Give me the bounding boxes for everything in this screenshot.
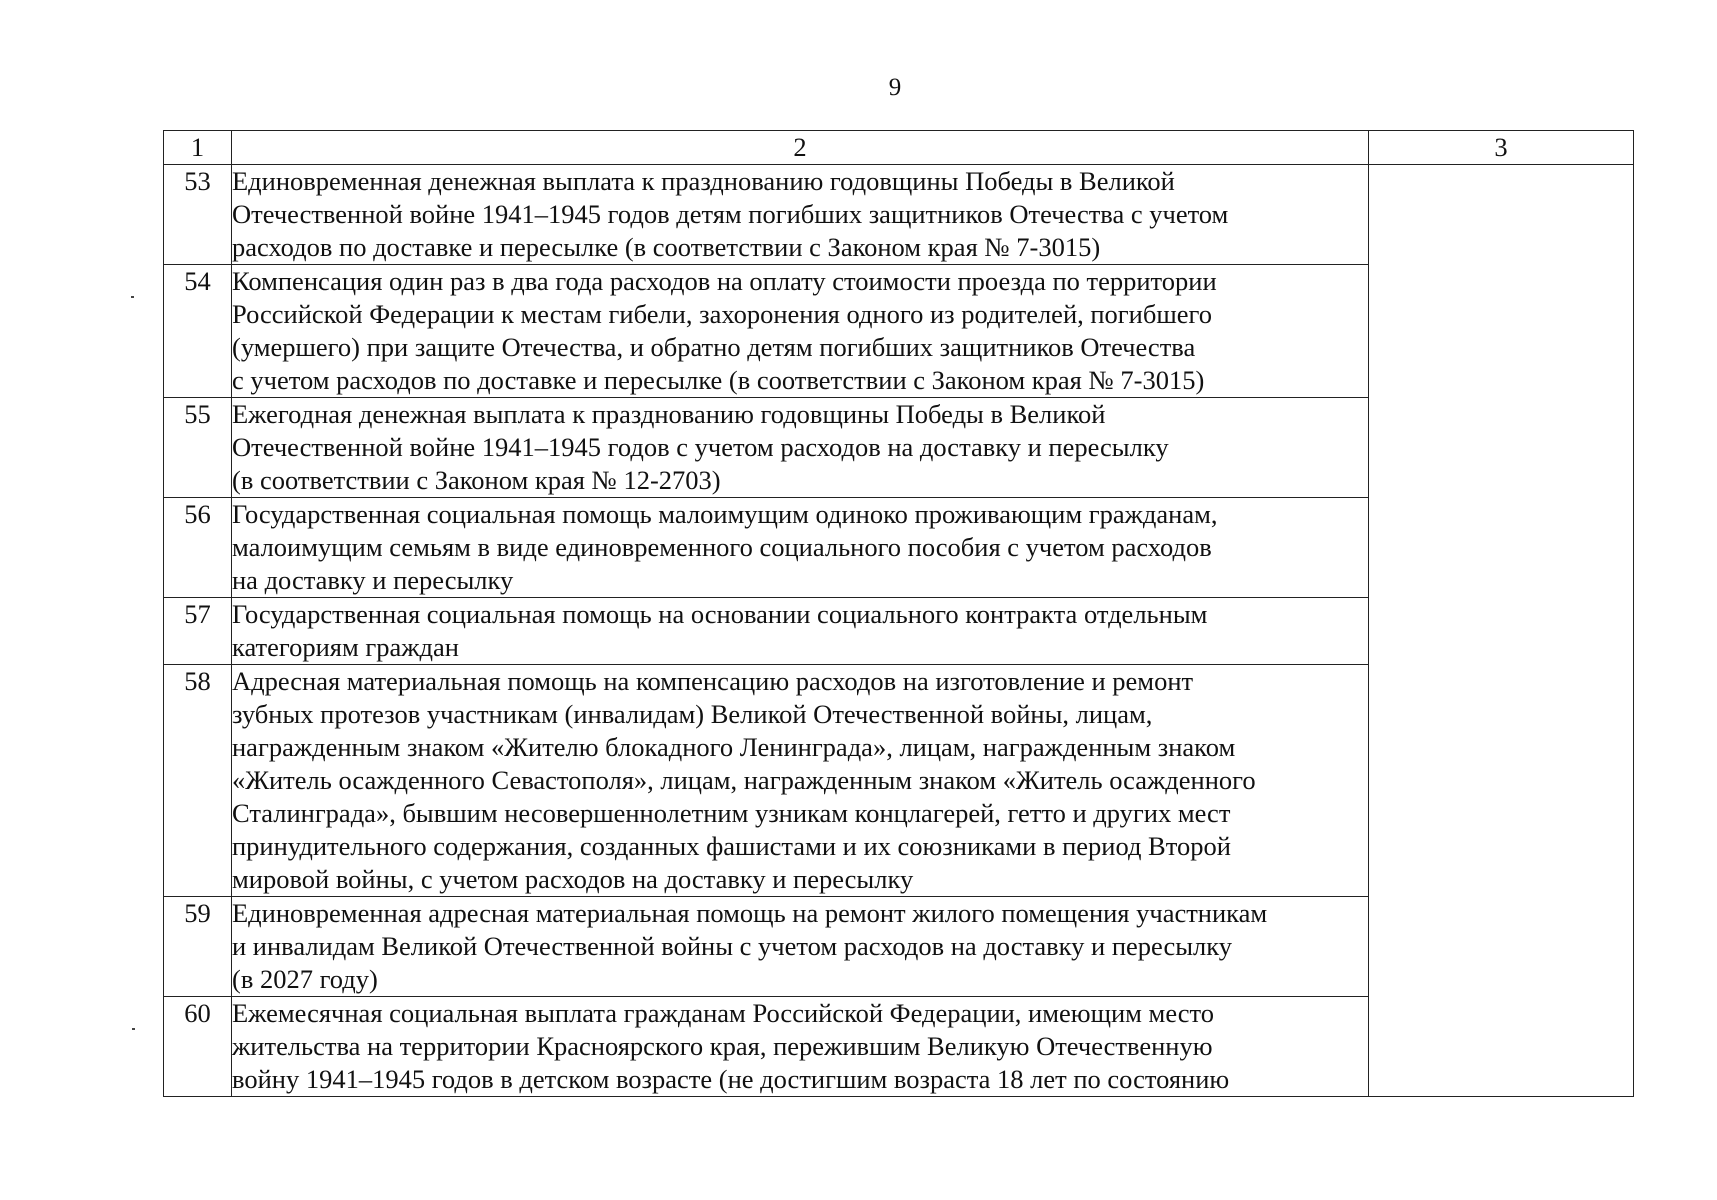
description-line: награжденным знаком «Жителю блокадного Ленинграда», лицам, награжденным знаком bbox=[232, 732, 1236, 762]
description-line: Отечественной войне 1941–1945 годов с учетом расходов на доставку и пересылку bbox=[232, 432, 1169, 462]
description-line: Отечественной войне 1941–1945 годов детям погибших защитников Отечества с учетом bbox=[232, 199, 1229, 229]
header-cell-3: 3 bbox=[1369, 131, 1634, 165]
description-line: принудительного содержания, созданных фашистами и их союзниками в период Второй bbox=[232, 831, 1231, 861]
row-number: 59 bbox=[164, 897, 232, 997]
column-3-cell bbox=[1369, 165, 1634, 1097]
row-description bbox=[232, 598, 1369, 665]
document-table bbox=[163, 130, 1634, 1097]
description-line: Единовременная денежная выплата к празднованию годовщины Победы в Великой bbox=[232, 166, 1175, 196]
row-number: 58 bbox=[164, 665, 232, 897]
row-description bbox=[232, 997, 1369, 1097]
description-line: Компенсация один раз в два года расходов на оплату стоимости проезда по территории bbox=[232, 266, 1217, 296]
scan-speck bbox=[131, 296, 134, 298]
row-description bbox=[232, 165, 1369, 265]
row-description bbox=[232, 265, 1369, 398]
description-line: Адресная материальная помощь на компенсацию расходов на изготовление и ремонт bbox=[232, 666, 1194, 696]
description-line: жительства на территории Красноярского края, пережившим Великую Отечественную bbox=[232, 1031, 1213, 1061]
description-line: (в 2027 году) bbox=[232, 964, 378, 994]
description-line: мировой войны, с учетом расходов на доставку и пересылку bbox=[232, 864, 914, 894]
description-line: расходов по доставке и пересылке (в соответствии с Законом края № 7-3015) bbox=[232, 232, 1101, 262]
header-cell-2: 2 bbox=[232, 131, 1369, 165]
row-number: 57 bbox=[164, 598, 232, 665]
scan-speck bbox=[132, 1028, 135, 1030]
row-number: 55 bbox=[164, 398, 232, 498]
description-line: Российской Федерации к местам гибели, захоронения одного из родителей, погибшего bbox=[232, 299, 1212, 329]
description-line: на доставку и пересылку bbox=[232, 565, 514, 595]
description-line: с учетом расходов по доставке и пересылке (в соответствии с Законом края № 7-3015) bbox=[232, 365, 1205, 395]
row-number: 60 bbox=[164, 997, 232, 1097]
description-line: Ежегодная денежная выплата к празднованию годовщины Победы в Великой bbox=[232, 399, 1106, 429]
description-line: войну 1941–1945 годов в детском возрасте (не достигшим возраста 18 лет по состоянию bbox=[232, 1064, 1230, 1094]
description-line: категориям граждан bbox=[232, 632, 459, 662]
description-line: (в соответствии с Законом края № 12-2703) bbox=[232, 465, 721, 495]
description-line: (умершего) при защите Отечества, и обратно детям погибших защитников Отечества bbox=[232, 332, 1196, 362]
description-line: и инвалидам Великой Отечественной войны с учетом расходов на доставку и пересылку bbox=[232, 931, 1232, 961]
row-number: 56 bbox=[164, 498, 232, 598]
row-number: 54 bbox=[164, 265, 232, 398]
header-cell-1: 1 bbox=[164, 131, 232, 165]
row-description bbox=[232, 498, 1369, 598]
table-header-row bbox=[164, 131, 1634, 165]
row-number: 53 bbox=[164, 165, 232, 265]
description-line: зубных протезов участникам (инвалидам) Великой Отечественной войны, лицам, bbox=[232, 699, 1153, 729]
description-line: «Житель осажденного Севастополя», лицам, награжденным знаком «Житель осажденного bbox=[232, 765, 1256, 795]
row-description bbox=[232, 665, 1369, 897]
description-line: Сталинграда», бывшим несовершеннолетним узникам концлагерей, гетто и других мест bbox=[232, 798, 1231, 828]
description-line: Единовременная адресная материальная помощь на ремонт жилого помещения участникам bbox=[232, 898, 1268, 928]
description-line: Государственная социальная помощь малоимущим одиноко проживающим гражданам, bbox=[232, 499, 1218, 529]
table-row bbox=[164, 165, 1634, 265]
page-number: 9 bbox=[888, 74, 902, 101]
row-description bbox=[232, 897, 1369, 997]
description-line: Государственная социальная помощь на основании социального контракта отдельным bbox=[232, 599, 1208, 629]
description-line: малоимущим семьям в виде единовременного социального пособия с учетом расходов bbox=[232, 532, 1212, 562]
row-description bbox=[232, 398, 1369, 498]
description-line: Ежемесячная социальная выплата гражданам Российской Федерации, имеющим место bbox=[232, 998, 1214, 1028]
